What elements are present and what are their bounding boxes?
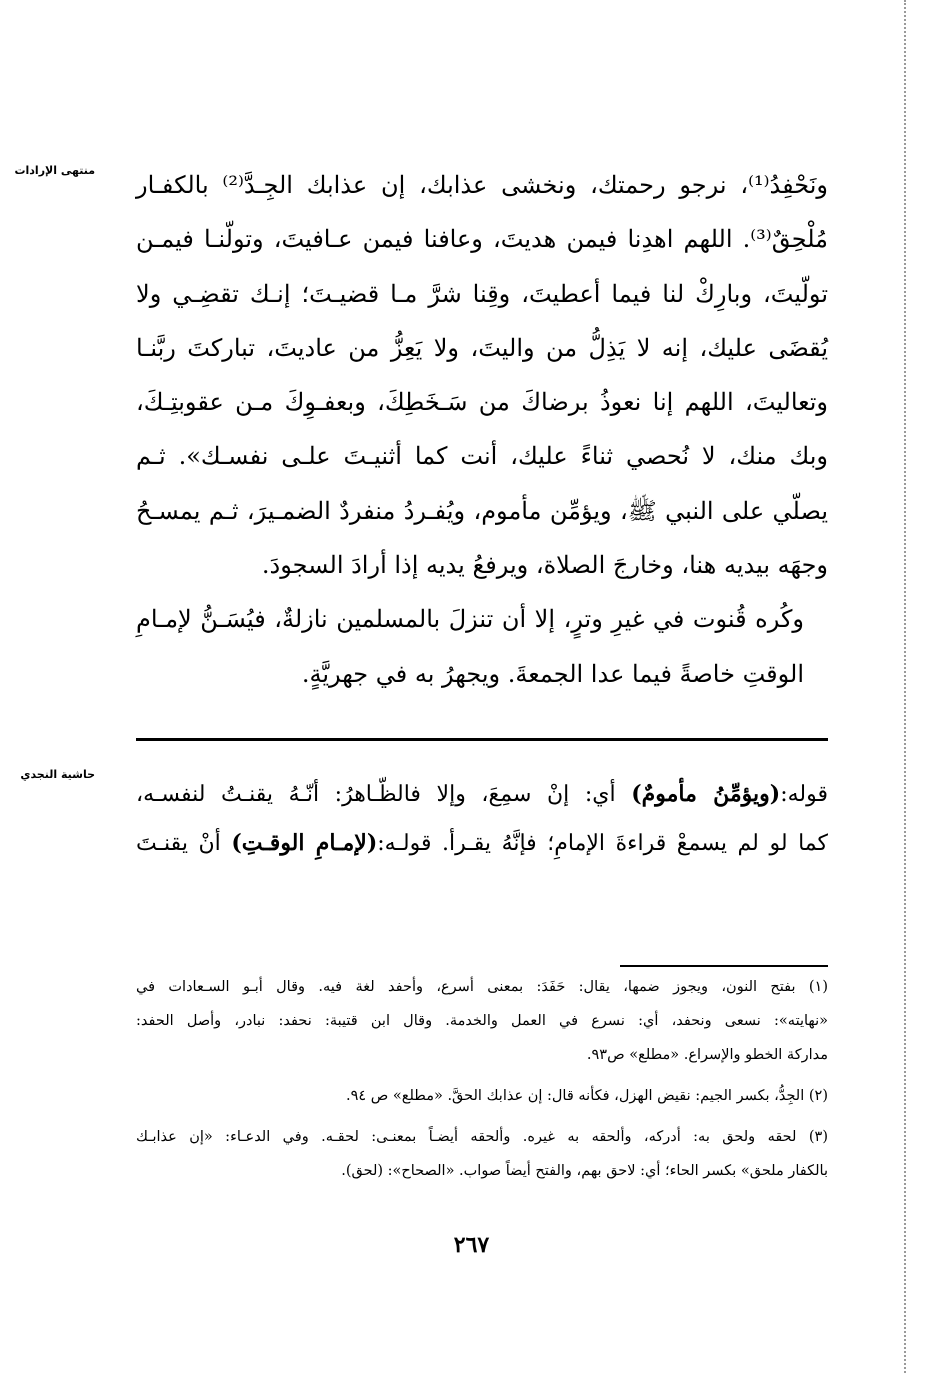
main-line: وتعاليتَ، اللهم إنا نعوذُ برضاكَ من سَـخَطِكَ، وبعفـوِكَ مـن عقوبتِـكَ، — [136, 388, 828, 417]
main-line: وجهَه بيديه هنا، وخارجَ الصلاة، ويرفعُ يديه إذا أرادَ السجودَ. — [261, 551, 828, 580]
footnote-line: (٣) لحقه ولحق به: أدركه، وألحقه به غيره. وألحقه أيضـاً بمعنـى: لحقـه. وفي الدعـاء: «إن عذابـك — [136, 1129, 828, 1145]
main-line: مُلْحِقٌ⁽³⁾. اللهم اهدِنا فيمن هديتَ، وعافنا فيمن عـافيتَ، وتولّنـا فيمـن — [136, 225, 828, 254]
main-line: وبك منك، لا نُحصي ثناءً عليك، أنت كما أثنيـتَ علـى نفسـك». ثـم — [136, 442, 828, 471]
commentary-quote: (ويؤمِّنُ مأمومٌ) — [631, 781, 781, 807]
footnote-line: (٢) الجِدُّ، بكسر الجيم: نقيض الهزل، فكأنه قال: إن عذابك الحقَّ. «مطلع» ص ٩٤. — [345, 1088, 828, 1104]
footnotes — [136, 970, 828, 1188]
main-line: يصلّي على النبي ﷺ، ويؤمِّن مأموم، ويُفـردُ منفردٌ الضمـيرَ، ثـم يمسـحُ — [136, 496, 828, 525]
commentary-line — [136, 819, 828, 868]
main-paragraph-1 — [136, 158, 828, 592]
footnote-2 — [136, 1079, 828, 1113]
page-edge-dotted-line — [904, 0, 906, 1373]
footnote-1 — [136, 970, 828, 1072]
main-text — [136, 158, 828, 701]
commentary-text-run: كما لو لم يسمعْ قراءةَ الإمامِ؛ فإنَّهُ يقـرأ. قولـه: — [377, 831, 828, 856]
main-line: وكُره قُنوت في غيرِ وترٍ، إلا أن تنزلَ بالمسلمين نازلةٌ، فيُسَـنُّ لإمـامِ — [136, 605, 804, 634]
commentary-text — [136, 770, 828, 868]
footnote-divider — [620, 965, 828, 967]
page-number: ٢٦٧ — [453, 1232, 490, 1258]
footnote-line: (١) بفتح النون، ويجوز ضمها، يقال: حَفَدَ: بمعنى أسرع، وأحفد لغة فيه. وقال أبـو السـعادات في — [136, 979, 828, 995]
main-line: الوقتِ خاصةً فيما عدا الجمعةَ. ويجهرُ به في جهريَّةٍ. — [301, 659, 804, 688]
commentary-line — [136, 770, 828, 819]
commentary-rest: أي: إنْ سمِعَ، وإلا فالظّـاهرُ: أنّـهُ يقنـتُ لنفسـه، — [136, 782, 632, 807]
main-paragraph-2 — [136, 592, 828, 701]
footnote-line: «نهايته»: نسعى ونحفد، أي: نسرع في العمل والخدمة. وقال ابن قتيبة: نحفد: نبادر، وأصل الحفد: — [136, 1013, 828, 1029]
main-line: تولّيتَ، وبارِكْ لنا فيما أعطيتَ، وقِنا شرَّ مـا قضيـتَ؛ إنـك تقضِـي ولا — [136, 279, 828, 308]
main-line: يُقضَى عليك، إنه لا يَذِلُّ من واليتَ، ولا يَعِزُّ من عاديتَ، تباركتَ ربَّنـا — [136, 333, 828, 362]
footnote-3 — [136, 1120, 828, 1188]
section-divider — [136, 738, 828, 741]
main-line: ونَحْفِدُ⁽¹⁾، نرجو رحمتك، ونخشى عذابك، إن عذابك الجِـدَّ⁽²⁾ بالكفـار — [136, 171, 829, 199]
footnote-line: مداركة الخطو والإسراع. «مطلع» ص٩٣. — [586, 1047, 828, 1063]
footnote-line: بالكفار ملحق» بكسر الحاء؛ أي: لاحق بهم، والفتح أيضاً صواب. «الصحاح»: (لحق). — [341, 1163, 828, 1179]
commentary-rest: أنْ يقنـتَ — [136, 831, 232, 856]
side-label-commentary: حاشية النجدي — [20, 768, 95, 781]
side-label-main-text: منتهى الإرادات — [14, 164, 95, 177]
commentary-lead: قوله: — [780, 782, 828, 807]
commentary-quote: (لإمـامِ الوقـتِ) — [231, 830, 378, 856]
